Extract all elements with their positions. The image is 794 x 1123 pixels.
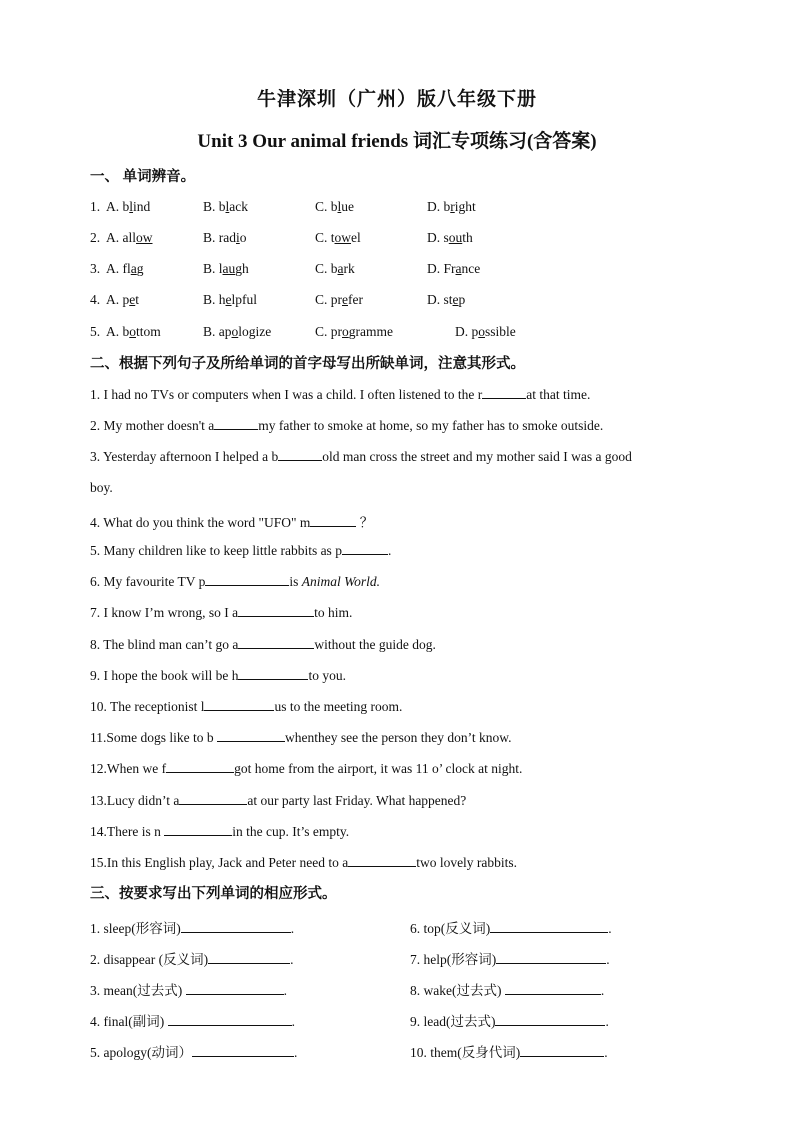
s2-item-12-tail: got home from the airport, it was 11 o’ clock at night. <box>234 761 523 776</box>
underlined-letters: ou <box>448 230 463 245</box>
s2-item-12-text: 12.When we f <box>90 761 167 776</box>
s2-item-1-tail: at that time. <box>526 387 591 402</box>
section3-heading: 三、按要求写出下列单词的相应形式。 <box>90 886 337 902</box>
answer-blank[interactable] <box>238 604 314 617</box>
underlined-letters: e <box>225 292 232 307</box>
choice-option[interactable] <box>106 324 161 340</box>
choice-text: lpful <box>231 292 258 307</box>
underlined-letters: i <box>236 230 240 245</box>
period: . <box>606 952 610 967</box>
s2-item-5-text: 5. Many children like to keep little rabbits as p <box>90 543 342 558</box>
choice-text: ttom <box>136 324 161 339</box>
answer-blank[interactable] <box>278 448 322 461</box>
question-number: 2. <box>90 230 101 245</box>
answer-blank[interactable] <box>348 854 416 867</box>
choice-text: A. p <box>106 292 130 307</box>
s2-item-15-tail: two lovely rabbits. <box>416 855 518 870</box>
s2-item-6-title: Animal World. <box>301 574 381 589</box>
s2-item-3-text: 3. Yesterday afternoon I helped a b <box>90 449 279 464</box>
s2-item-7-text: 7. I know I’m wrong, so I a <box>90 605 239 620</box>
word-form-prompt: 8. wake(过去式) <box>410 983 505 998</box>
s2-item-6-tail: is <box>289 574 302 589</box>
choice-text: A. fl <box>106 261 131 276</box>
choice-option[interactable] <box>203 230 247 246</box>
word-form-item <box>410 948 610 968</box>
s2-item-8 <box>90 636 436 653</box>
s2-item-11-tail: whenthey see the person they don’t know. <box>285 730 512 745</box>
choice-option[interactable] <box>106 230 153 246</box>
choice-option[interactable] <box>315 230 361 246</box>
s2-item-3-tail: old man cross the street and my mother said I was a good <box>322 449 632 464</box>
period: . <box>608 921 612 936</box>
answer-blank[interactable] <box>168 1013 292 1026</box>
answer-blank[interactable] <box>495 1013 605 1026</box>
s2-item-7 <box>90 604 352 621</box>
s2-item-6-text: 6. My favourite TV p <box>90 574 206 589</box>
choice-option[interactable] <box>427 261 480 277</box>
choice-text: B. h <box>203 292 226 307</box>
choice-text: ue <box>341 199 355 214</box>
choice-text: rk <box>343 261 355 276</box>
choice-text: D. b <box>427 199 451 214</box>
choice-text: p <box>458 292 466 307</box>
choice-text: nce <box>461 261 481 276</box>
s2-item-2 <box>90 417 603 434</box>
s2-item-1 <box>90 386 590 403</box>
choice-text: ack <box>229 199 249 214</box>
answer-blank[interactable] <box>164 823 232 836</box>
choice-text: ight <box>454 199 476 214</box>
period: . <box>604 1045 608 1060</box>
s2-item-12 <box>90 760 522 777</box>
word-form-item <box>90 979 287 999</box>
answer-blank[interactable] <box>482 386 526 399</box>
answer-blank[interactable] <box>505 982 601 995</box>
underlined-letters: o <box>478 324 485 339</box>
choice-text: C. pr <box>315 324 342 339</box>
s2-item-3 <box>90 448 632 465</box>
word-form-prompt: 4. final(副词) <box>90 1014 168 1029</box>
period: . <box>600 983 605 998</box>
answer-blank[interactable] <box>238 667 308 680</box>
choice-text: logize <box>238 324 272 339</box>
choice-text: A. b <box>106 324 130 339</box>
section2-heading: 二、根据下列句子及所给单词的首字母写出所缺单词，注意其形式。 <box>90 356 525 372</box>
word-form-prompt: 7. help(形容词) <box>410 952 497 967</box>
answer-blank[interactable] <box>181 920 291 933</box>
choice-option[interactable] <box>315 261 355 277</box>
choice-option[interactable] <box>203 292 257 308</box>
word-form-prompt: 5. apology(动词） <box>90 1045 192 1060</box>
s2-item-1-text: 1. I had no TVs or computers when I was a child. I often listened to the r <box>90 387 483 402</box>
s2-item-13 <box>90 792 466 809</box>
s2-item-3-cont <box>90 480 113 496</box>
choice-text: t <box>135 292 140 307</box>
underlined-letters: l <box>129 199 134 214</box>
answer-blank[interactable] <box>186 982 284 995</box>
choice-option[interactable] <box>203 199 248 215</box>
word-form-item <box>410 1041 608 1061</box>
underlined-letters: o <box>129 324 136 339</box>
underlined-letters: o <box>342 324 349 339</box>
choice-text: B. l <box>203 261 223 276</box>
choice-text: B. b <box>203 199 226 214</box>
s2-item-2-tail: my father to smoke at home, so my father has to smoke outside. <box>258 418 604 433</box>
question-number: 1. <box>90 199 101 214</box>
s2-item-11 <box>90 729 511 746</box>
title-sub: Unit 3 Our animal friends 词汇专项练习(含答案) <box>197 131 597 152</box>
question-number: 3. <box>90 261 101 276</box>
choice-option[interactable] <box>203 324 271 340</box>
period: . <box>290 921 295 936</box>
underlined-letters: r <box>450 199 455 214</box>
s2-item-14 <box>90 823 349 840</box>
choice-text: C. t <box>315 230 335 245</box>
choice-text: ssible <box>485 324 516 339</box>
word-form-item <box>90 1041 297 1061</box>
s2-item-10-text: 10. The receptionist l <box>90 699 205 714</box>
s2-item-9-tail: to you. <box>308 668 346 683</box>
choice-option[interactable] <box>203 261 249 277</box>
choice-text: C. b <box>315 199 338 214</box>
word-form-item <box>90 917 294 937</box>
underlined-letters: e <box>342 292 348 307</box>
word-form-prompt: 1. sleep(形容词) <box>90 921 181 936</box>
underlined-letters: a <box>337 261 344 276</box>
s2-item-8-text: 8. The blind man can’t go a <box>90 637 239 652</box>
choice-text: D. p <box>455 324 479 339</box>
question-number: 5. <box>90 324 101 339</box>
answer-blank[interactable] <box>342 542 388 555</box>
underlined-letters: ow <box>334 230 352 245</box>
word-form-item <box>90 1010 295 1030</box>
s2-item-11-text: 11.Some dogs like to b <box>90 730 217 745</box>
choice-text: B. ap <box>203 324 232 339</box>
underlined-letters: o <box>231 324 239 339</box>
s2-item-4-tail: ？ <box>356 515 374 530</box>
question-number: 4. <box>90 292 101 307</box>
underlined-letters: e <box>129 292 136 307</box>
s2-item-10 <box>90 698 402 715</box>
s2-item-14-tail: in the cup. It’s empty. <box>232 824 350 839</box>
answer-blank[interactable] <box>490 920 608 933</box>
choice-text: A. b <box>106 199 130 214</box>
word-form-prompt: 9. lead(过去式) <box>410 1014 496 1029</box>
s2-item-13-tail: at our party last Friday. What happened? <box>247 793 467 808</box>
s2-item-10-tail: us to the meeting room. <box>274 699 403 714</box>
underlined-letters: l <box>225 199 230 214</box>
answer-blank[interactable] <box>166 760 234 773</box>
choice-text: th <box>462 230 473 245</box>
word-form-prompt: 6. top(反义词) <box>410 921 491 936</box>
choice-text: g <box>136 261 144 276</box>
answer-blank[interactable] <box>208 951 290 964</box>
s2-item-9-text: 9. I hope the book will be h <box>90 668 239 683</box>
s2-item-15-text: 15.In this English play, Jack and Peter need to a <box>90 855 349 870</box>
word-form-item <box>410 917 612 937</box>
period: . <box>605 1014 609 1029</box>
s2-item-6 <box>90 573 380 590</box>
choice-option[interactable] <box>427 292 465 308</box>
word-form-item <box>410 1010 609 1030</box>
choice-option[interactable] <box>315 292 363 308</box>
title-main: 牛津深圳（广州）版八年级下册 <box>256 89 537 110</box>
s2-item-2-text: 2. My mother doesn't a <box>90 418 215 433</box>
s2-item-5 <box>90 542 391 559</box>
answer-blank[interactable] <box>217 729 285 742</box>
choice-option[interactable] <box>106 261 144 277</box>
period: . <box>294 1045 298 1060</box>
s2-item-4 <box>90 511 373 531</box>
choice-text: A. all <box>106 230 136 245</box>
answer-blank[interactable] <box>214 417 258 430</box>
choice-option[interactable] <box>427 230 473 246</box>
choice-text: el <box>351 230 361 245</box>
word-form-item <box>410 979 604 999</box>
choice-text: C. b <box>315 261 338 276</box>
s2-item-15 <box>90 854 517 871</box>
period: . <box>291 1014 295 1029</box>
choice-text: fer <box>348 292 363 307</box>
s2-item-5-tail: . <box>387 543 392 558</box>
choice-text: D. Fr <box>427 261 456 276</box>
underlined-letters: ow <box>136 230 153 245</box>
answer-blank[interactable] <box>238 636 314 649</box>
answer-blank[interactable] <box>496 951 606 964</box>
period: . <box>290 952 294 967</box>
underlined-letters: l <box>337 199 342 214</box>
s2-item-7-tail: to him. <box>314 605 353 620</box>
choice-text: B. rad <box>203 230 236 245</box>
s2-item-14-text: 14.There is n <box>90 824 165 839</box>
answer-blank[interactable] <box>179 792 247 805</box>
answer-blank[interactable] <box>204 698 274 711</box>
choice-option[interactable] <box>315 199 354 215</box>
answer-blank[interactable] <box>310 514 356 527</box>
answer-blank[interactable] <box>192 1044 294 1057</box>
choice-text: C. pr <box>315 292 342 307</box>
s2-item-8-tail: without the guide dog. <box>314 637 436 652</box>
underlined-letters: e <box>452 292 459 307</box>
choice-text: gh <box>235 261 249 276</box>
s2-item-9 <box>90 667 346 684</box>
choice-option[interactable] <box>315 324 393 340</box>
choice-text: gramme <box>348 324 393 339</box>
choice-text: D. s <box>427 230 449 245</box>
underlined-letters: au <box>222 261 236 276</box>
choice-text: ind <box>133 199 151 214</box>
word-form-prompt: 10. them(反身代词) <box>410 1045 521 1060</box>
choice-option[interactable] <box>106 292 139 308</box>
choice-option[interactable] <box>427 199 476 215</box>
underlined-letters: a <box>455 261 462 276</box>
word-form-item <box>90 948 293 968</box>
answer-blank[interactable] <box>205 573 289 586</box>
choice-option[interactable] <box>106 199 150 215</box>
period: . <box>283 983 287 998</box>
underlined-letters: a <box>130 261 137 276</box>
s2-item-4-text: 4. What do you think the word "UFO" m <box>90 515 311 530</box>
choice-option[interactable] <box>455 324 516 340</box>
answer-blank[interactable] <box>520 1044 604 1057</box>
choice-text: o <box>239 230 247 245</box>
s2-item-3-cont-text: boy. <box>90 480 113 495</box>
word-form-prompt: 2. disappear (反义词) <box>90 952 209 967</box>
word-form-prompt: 3. mean(过去式) <box>90 983 186 998</box>
s2-item-13-text: 13.Lucy didn’t a <box>90 793 180 808</box>
section1-heading: 一、 单词辨音。 <box>90 169 196 185</box>
choice-text: D. st <box>427 292 453 307</box>
